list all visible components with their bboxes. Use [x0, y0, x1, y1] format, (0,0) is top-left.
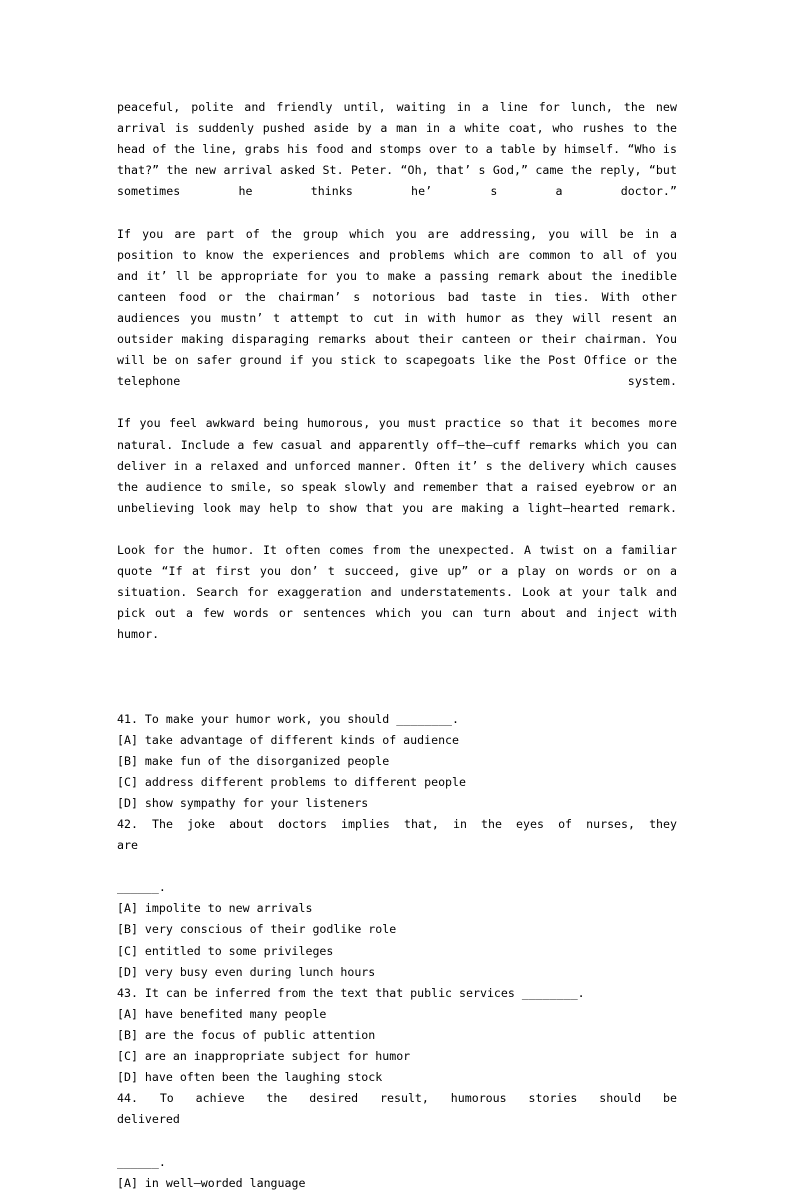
text-column [117, 97, 691, 1194]
passage-paragraph-1: peaceful, polite and friendly until, waiting in a line for lunch, the new arrival is suddenly pushed aside by a man in a white coat, who rushes to the head of the line, grabs his food and stomps over to a table by himself. “Who is that?” the new arrival asked St. Peter. “Oh, that’ s God,” came the reply, “but sometimes he thinks he’ s a doctor.” [117, 100, 677, 199]
question-41-option-a[interactable]: [A] take advantage of different kinds of audience [117, 732, 460, 747]
passage-paragraph-3: If you feel awkward being humorous, you must practice so that it becomes more natural. Include a few casual and apparently off—the—cuff remarks which you can deliver in a relaxed and unforced manner. Often it’ s the delivery which causes the audience to smile, so speak slowly and remember that a raised eyebrow or an unbelieving look may help to show that you are making a light—hearted remark. [117, 416, 677, 515]
question-44-option-a[interactable]: [A] in well—worded language [117, 1175, 306, 1190]
question-42-option-b[interactable]: [B] very conscious of their godlike role [117, 922, 397, 937]
passage-paragraph-2: If you are part of the group which you are addressing, you will be in a position to know the experiences and problems which are common to all of you and it’ ll be appropriate for you to make a passing remark about the inedible canteen food or the chairman’ s notorious bad taste in ties. With other audiences you mustn’ t attempt to cut in with humor as they will resent an outsider making disparaging remarks about their canteen or their chairman. You will be on safer ground if you stick to scapegoats like the Post Office or the telephone system. [117, 226, 677, 389]
question-43-option-a[interactable]: [A] have benefited many people [117, 1006, 327, 1021]
question-43-option-c[interactable]: [C] are an inappropriate subject for humor [117, 1049, 411, 1064]
question-41-option-b[interactable]: [B] make fun of the disorganized people [117, 753, 390, 768]
question-43-stem: 43. It can be inferred from the text that public services ________. [117, 985, 585, 1000]
question-43-option-b[interactable]: [B] are the focus of public attention [117, 1027, 376, 1042]
question-42-stem-continuation: ______. [117, 880, 166, 895]
question-41-option-c[interactable]: [C] address different problems to different people [117, 774, 467, 789]
question-41-option-d[interactable]: [D] show sympathy for your listeners [117, 795, 369, 810]
passage-paragraph-4: Look for the humor. It often comes from the unexpected. A twist on a familiar quote “If at first you don’ t succeed, give up” or a play on words or on a situation. Search for exaggeration and understatements. Look at your talk and pick out a few words or sentences which you can turn about and inject with humor. [117, 542, 677, 642]
question-42-option-d[interactable]: [D] very busy even during lunch hours [117, 964, 376, 979]
section-spacer [117, 667, 677, 709]
question-44-stem-continuation: ______. [117, 1154, 166, 1169]
question-43-option-d[interactable]: [D] have often been the laughing stock [117, 1070, 383, 1085]
question-42-option-c[interactable]: [C] entitled to some privileges [117, 943, 334, 958]
question-41-stem: 41. To make your humor work, you should ________. [117, 711, 460, 726]
question-42-stem: 42. The joke about doctors implies that, in the eyes of nurses, they are [117, 817, 691, 853]
question-42-option-a[interactable]: [A] impolite to new arrivals [117, 901, 313, 916]
question-44-stem: 44. To achieve the desired result, humorous stories should be delivered [117, 1091, 691, 1127]
